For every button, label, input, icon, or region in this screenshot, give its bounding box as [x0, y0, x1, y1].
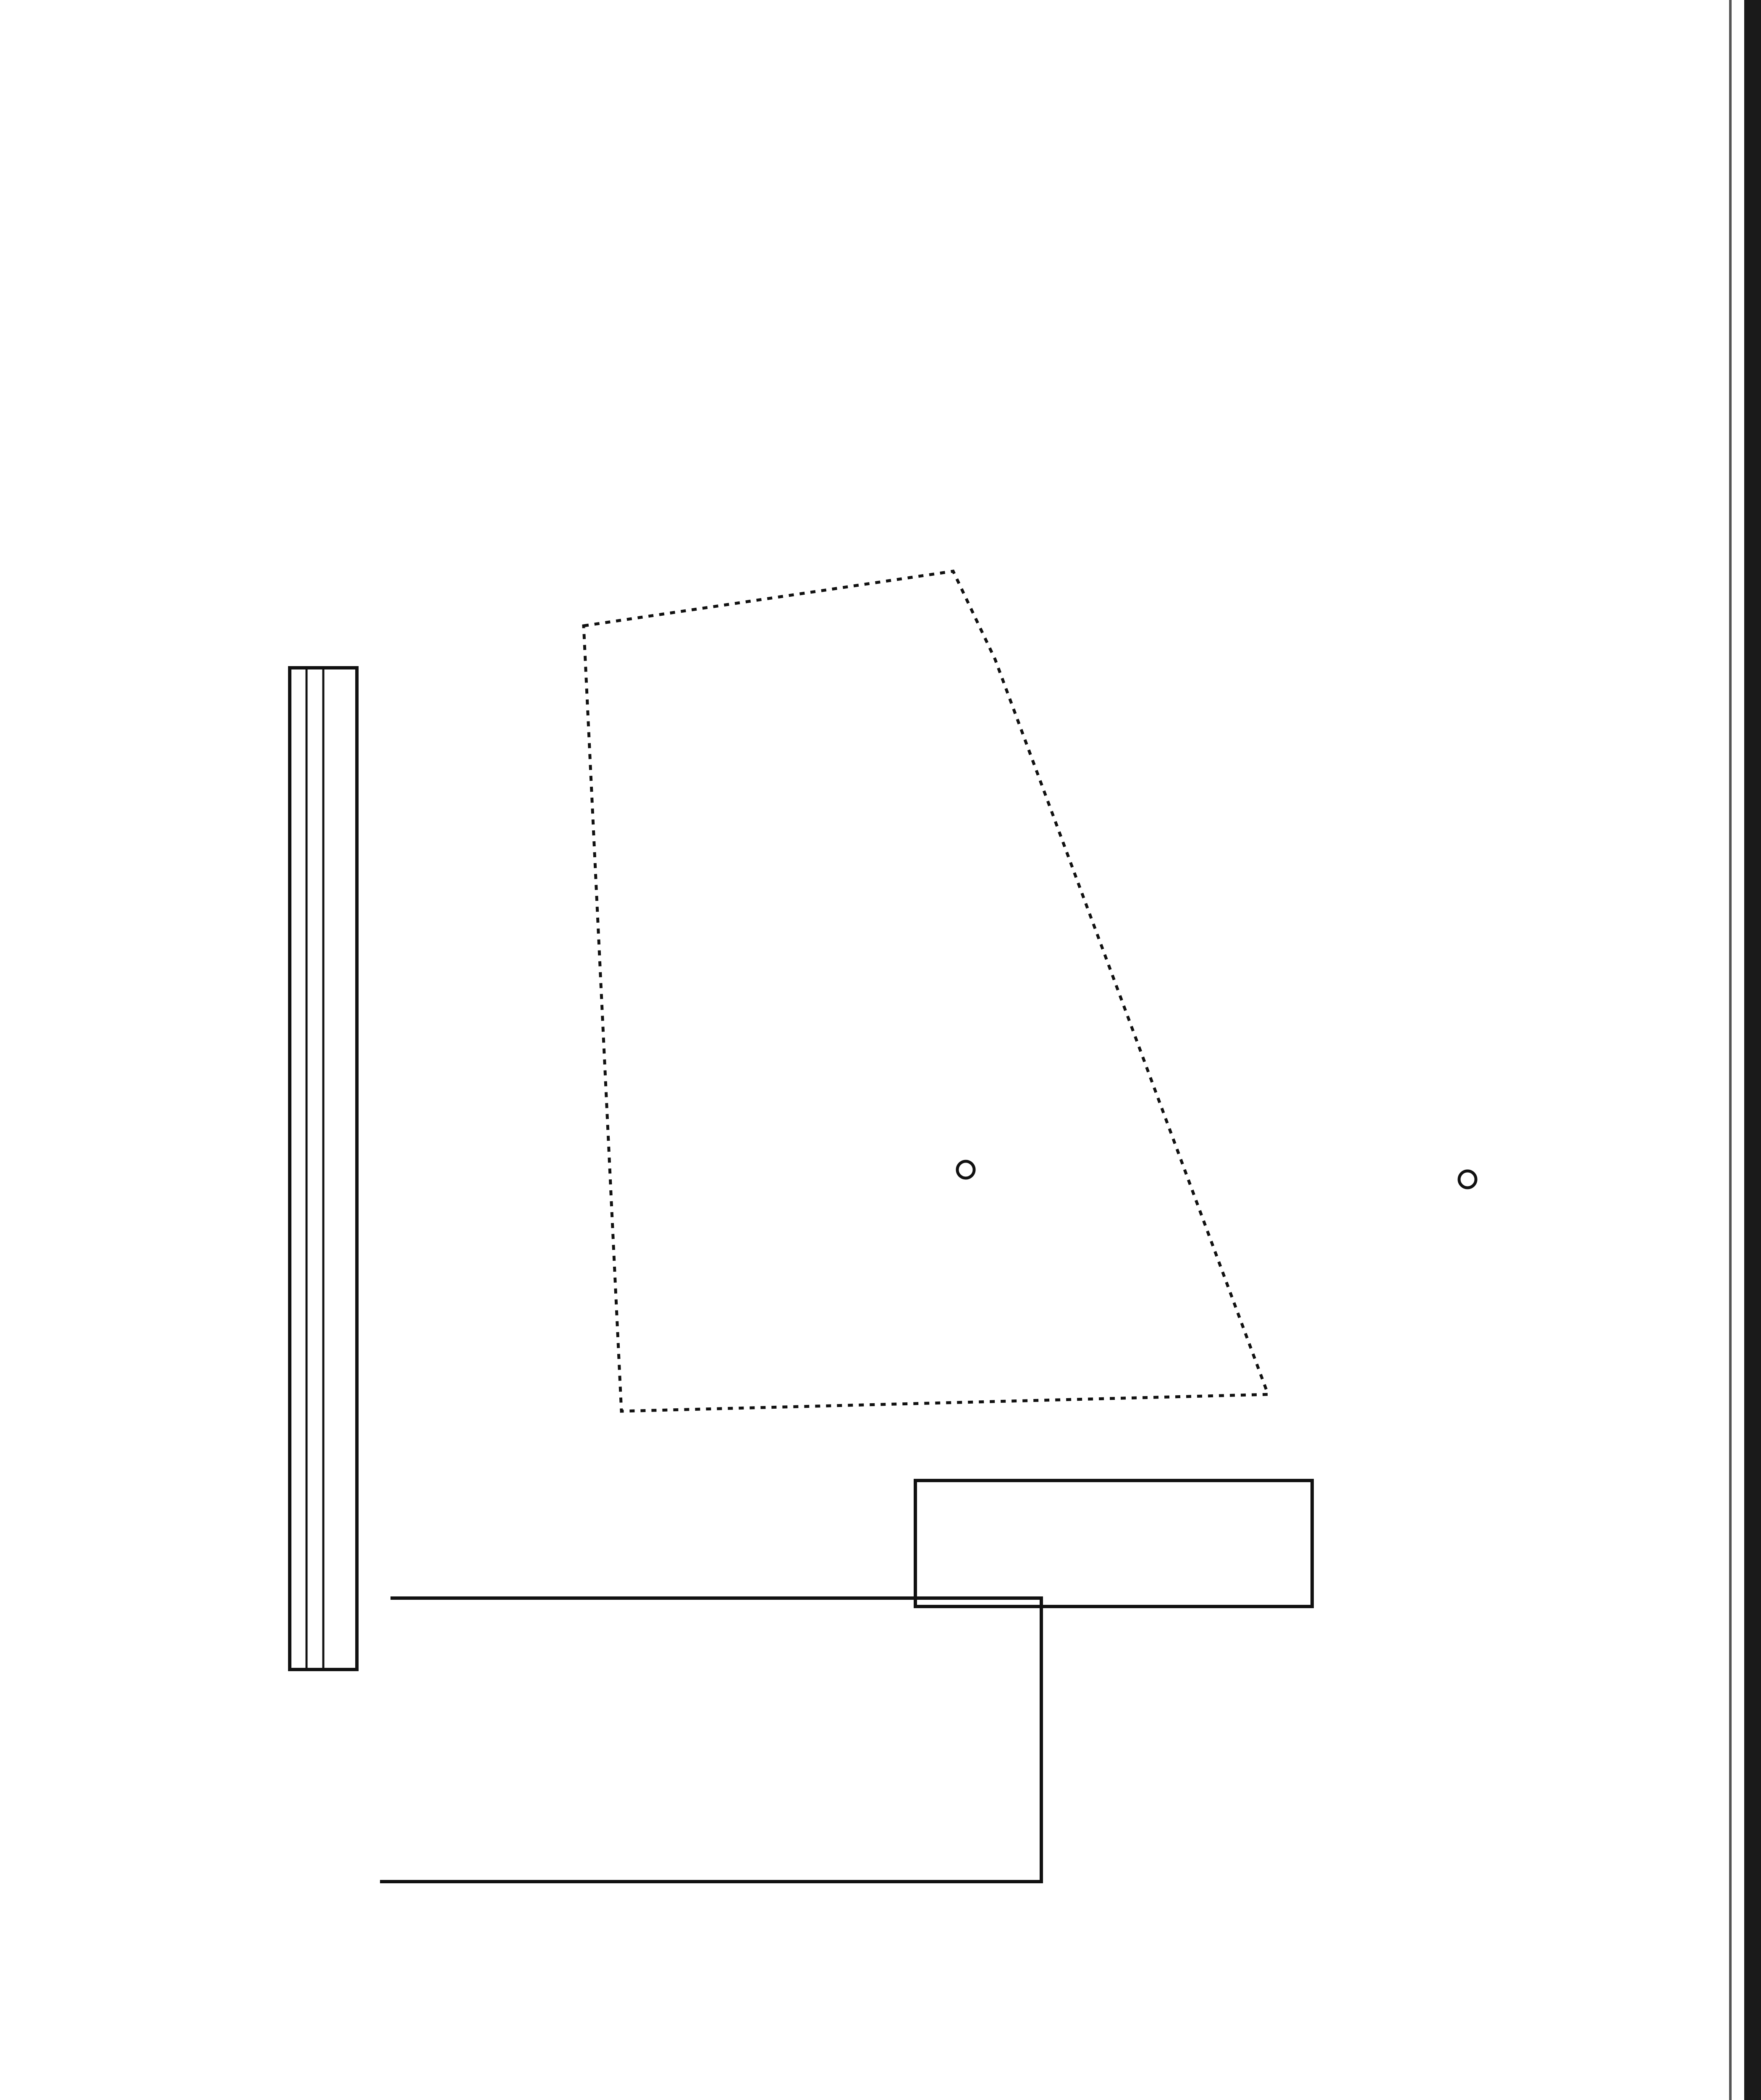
excavated-area-outline: [584, 571, 1268, 1411]
building-outline: [915, 1480, 1312, 1606]
scale-bar: [290, 668, 357, 1670]
pit-x-marker: [957, 1161, 974, 1178]
cemetery-plan-figure: [0, 546, 1761, 1911]
hearth-y-marker: [1459, 1171, 1476, 1188]
cemetery-plan: [0, 546, 1761, 1911]
building-wall: [380, 1598, 1041, 1882]
